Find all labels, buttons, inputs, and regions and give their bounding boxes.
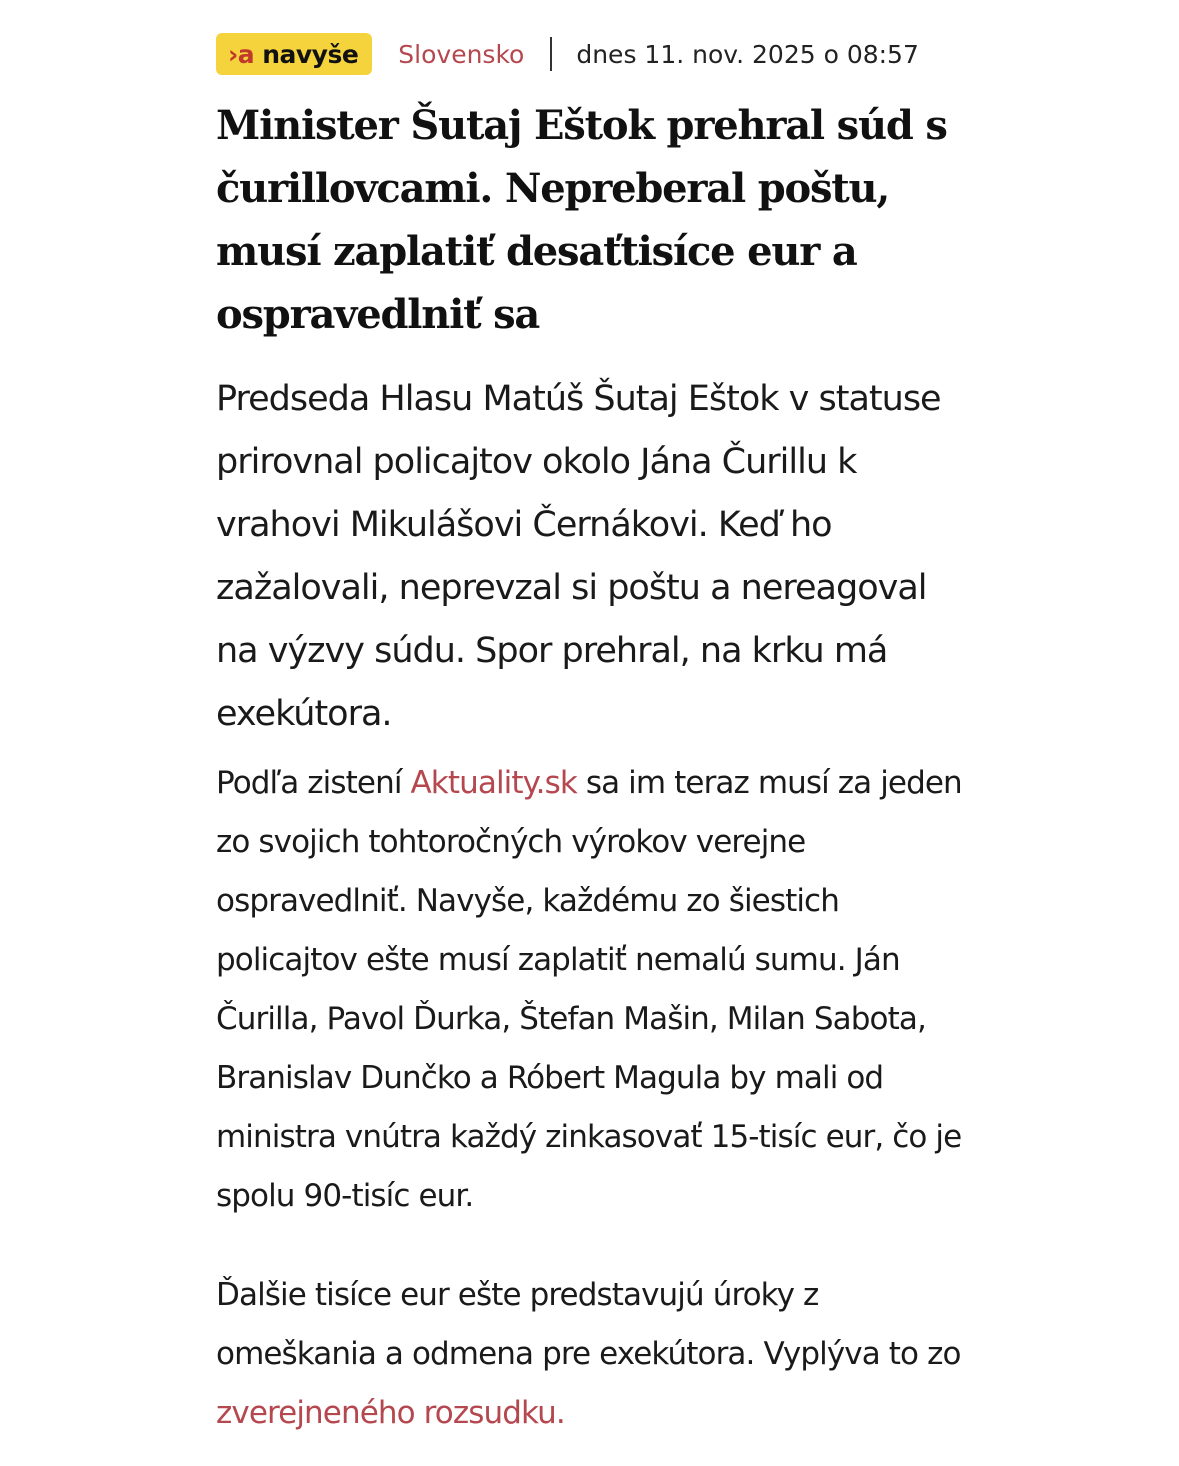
badge-label: navyše <box>262 39 359 69</box>
category-link[interactable]: Slovensko <box>398 39 525 69</box>
paragraph-text: Ďalšie tisíce eur ešte predstavujú úroky z omeškania a odmena pre exekútora. Vyplýva to zo <box>216 1277 961 1372</box>
paragraph-text: Podľa zistení <box>216 765 411 801</box>
navyse-badge[interactable] <box>216 33 372 75</box>
lead-paragraph: Predseda Hlasu Matúš Šutaj Eštok v statuse prirovnal policajtov okolo Jána Čurillu k vrahovi Mikulášovi Černákovi. Keď ho zažalovali, neprevzal si poštu a nereagoval na výzvy súdu. Spor prehral, na krku má exekútora. <box>216 379 941 734</box>
paragraph-text: sa im teraz musí za jeden zo svojich tohtoročných výrokov verejne ospravedlniť. Navyše, každému zo šiestich policajtov ešte musí zaplatiť nemalú sumu. Ján Čurilla, Pavol Ďurka, Štefan Mašin, Milan Sabota, Branislav Dunčko a Róbert Magula by mali od ministra vnútra každý zinkasovať 15-tisíc eur, čo je spolu 90-tisíc eur. <box>216 765 962 1214</box>
headline: Minister Šutaj Eštok prehral súd s čurillovcami. Nepreberal poštu, musí zaplatiť desaťtisíce eur a ospravedlniť sa <box>216 102 947 338</box>
body-paragraph <box>216 754 976 1226</box>
meta-divider <box>550 37 552 71</box>
publish-date: dnes 11. nov. 2025 o 08:57 <box>576 39 919 69</box>
body-paragraph <box>216 1266 976 1443</box>
aktuality-link[interactable]: Aktuality.sk <box>410 765 577 801</box>
article-meta <box>216 32 976 76</box>
aktuality-logo-icon: ›a <box>228 39 255 69</box>
article <box>216 32 976 1443</box>
verdict-link[interactable]: zverejneného rozsudku. <box>216 1395 565 1431</box>
